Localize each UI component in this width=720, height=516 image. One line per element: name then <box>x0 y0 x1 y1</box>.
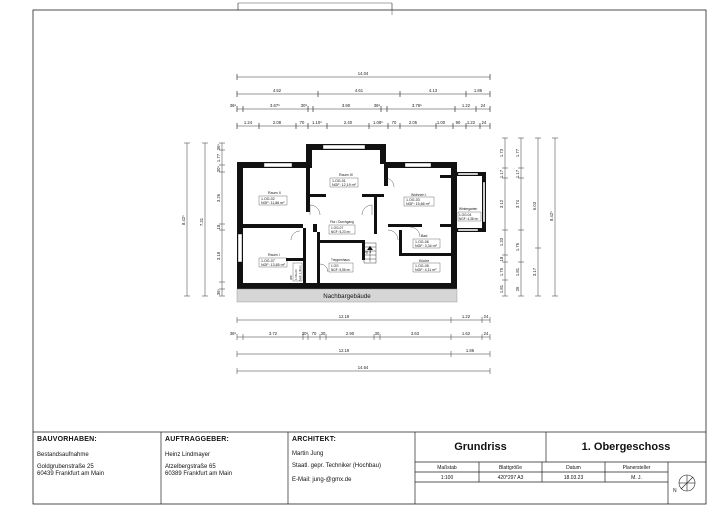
room-raum-iii <box>330 173 358 187</box>
dim-top-r4-9: 90 <box>455 120 461 125</box>
dim-top-r4-8: 1.00 <box>436 120 446 125</box>
dim-bot-r1-1: 1.22 <box>461 314 471 319</box>
dim-right-outer2: 6.03 <box>532 201 537 211</box>
room-treppenhaus <box>329 258 353 272</box>
dim-bot-r3-0: 12.19 <box>338 348 350 353</box>
meta-value-date: 18.03.23 <box>563 475 584 481</box>
dim-bot-r2-1: 3.72 <box>268 331 278 336</box>
stair-label: Abg. 4 <box>362 250 372 254</box>
dim-top-r2-0: 4.52 <box>272 88 282 93</box>
dim-bot-r1-2: 24 <box>483 314 489 319</box>
dim-top-r3-0: 36⁵ <box>229 103 237 108</box>
dim-top-r4-0: 1.24 <box>243 120 253 125</box>
dim-right-a8: 1.81 <box>499 284 504 294</box>
floor-plan <box>237 144 486 302</box>
dim-top-r3-1: 3.67⁵ <box>270 103 280 108</box>
dim-top-r3-4: 36⁵ <box>373 103 381 108</box>
dim-bot-r2-5: 2.90 <box>345 331 355 336</box>
dim-right-outer1: 8.42⁵ <box>549 211 554 221</box>
dim-bot-r2-0: 36⁵ <box>229 331 237 336</box>
svg-text:1.OG-02: 1.OG-02 <box>261 197 275 201</box>
architekt-line1: Martin Jung <box>292 451 324 457</box>
bauvorhaben-section <box>37 436 97 443</box>
dim-bot-r2-3: 70 <box>311 331 317 336</box>
top-dimension-labels <box>230 71 487 125</box>
svg-text:NGF: 13,65 m²: NGF: 13,65 m² <box>261 263 285 267</box>
dim-right-outer3: 3.17 <box>532 267 537 277</box>
meta-value-size: 420*297 A3 <box>497 475 524 481</box>
dim-top-r3-2: 30⁵ <box>300 103 308 108</box>
dim-right-b0: 1.77 <box>515 148 520 158</box>
auftraggeber-line2: Atzelbergstraße 65 <box>165 464 216 470</box>
dim-top-r4-2: 70 <box>299 120 305 125</box>
dim-top-r4-10: 1.22 <box>466 120 476 125</box>
svg-text:WC: WC <box>289 275 293 280</box>
svg-text:Raum II: Raum II <box>268 191 281 195</box>
dim-right-b1: 1.17 <box>515 169 520 179</box>
dim-left-s3: 3.26 <box>216 193 221 203</box>
svg-text:1.OG-06: 1.OG-06 <box>415 240 429 244</box>
dim-bot-r3-1: 1.86 <box>465 348 475 353</box>
svg-text:Wintergarten: Wintergarten <box>459 207 478 211</box>
svg-text:NGF: 15,66 m²: NGF: 15,66 m² <box>406 202 430 206</box>
room-flur <box>329 220 355 234</box>
svg-text:Raum III: Raum III <box>339 173 353 177</box>
bauvorhaben-line3: 60439 Frankfurt am Main <box>37 471 105 477</box>
dim-top-r2-3: 1.86 <box>473 88 483 93</box>
dim-bot-r1-0: 12.19 <box>338 314 350 319</box>
dim-left-inner: 7.31 <box>199 217 204 227</box>
svg-text:1.OG-07: 1.OG-07 <box>331 226 344 230</box>
dim-right-a2: 3.12 <box>499 199 504 209</box>
dim-top-r4-4: 2.40 <box>343 120 353 125</box>
dim-top-r4-6: 70 <box>391 120 397 125</box>
bottom-dimension-labels <box>230 314 489 370</box>
svg-text:Raum I: Raum I <box>268 253 280 257</box>
svg-text:NGF: 4,38 m²: NGF: 4,38 m² <box>459 217 479 221</box>
dim-top-r4-5: 1.08⁵ <box>373 120 383 125</box>
dim-left-s1: 1.77 <box>216 153 221 163</box>
right-dimension-labels <box>499 148 554 293</box>
auftraggeber-line3: 60389 Frankfurt am Main <box>165 471 233 477</box>
dim-left-s6: 36⁵ <box>216 288 221 296</box>
room-wc <box>289 263 302 281</box>
dim-left-s4: 18 <box>216 224 221 230</box>
svg-text:1.OG-03: 1.OG-03 <box>406 198 420 202</box>
svg-text:Wohnen I: Wohnen I <box>411 193 427 197</box>
svg-text:1.OG-01: 1.OG-01 <box>332 179 346 183</box>
dim-top-r3-5: 3.76⁵ <box>412 103 422 108</box>
svg-text:1.OG-06: 1.OG-06 <box>294 269 298 280</box>
dim-top-r4-7: 2.05 <box>408 120 418 125</box>
svg-text:Flur / Durchgang: Flur / Durchgang <box>330 220 354 224</box>
svg-text:NGF: 12,19 m²: NGF: 12,19 m² <box>332 183 356 187</box>
dim-right-b2: 3.74 <box>515 199 520 209</box>
dim-top-r2-1: 4.61 <box>354 88 364 93</box>
dim-bot-r2-7: 3.63 <box>410 331 420 336</box>
dim-top-r2-2: 4.13 <box>428 88 438 93</box>
svg-text:NGF: 5,56 m²: NGF: 5,56 m² <box>331 268 351 272</box>
architekt-label: ARCHITEKT: <box>292 436 336 443</box>
svg-text:NGF: 5,23 m²: NGF: 5,23 m² <box>331 230 351 234</box>
room-bad <box>413 234 440 248</box>
north-label: N <box>673 488 677 494</box>
meta-value-author: M. J. <box>631 475 642 481</box>
drawing-title: Grundriss <box>454 441 507 453</box>
dim-left-outer: 8.42⁵ <box>181 215 186 225</box>
bauvorhaben-label: BAUVORHABEN: <box>37 436 97 443</box>
dim-bot-r2-6: 30 <box>374 331 380 336</box>
svg-text:1.OG: 1.OG <box>331 264 339 268</box>
dim-right-a3: 1.33 <box>499 237 504 247</box>
auftraggeber-label: AUFTRAGGEBER: <box>165 436 230 443</box>
dim-bot-r2-4: 30 <box>320 331 326 336</box>
room-kueche <box>413 259 440 272</box>
meta-header-size: Blattgröße <box>498 465 523 471</box>
architekt-line2: Staatl. gepr. Techniker (Hochbau) <box>292 463 381 469</box>
architekt-line3: E-Mail: jung-@gmx.de <box>292 477 352 483</box>
dim-right-a1: 1.17 <box>499 169 504 179</box>
dim-right-a5: 1.75 <box>499 267 504 277</box>
svg-text:NGF: 11,86 m²: NGF: 11,86 m² <box>261 201 285 205</box>
dim-bot-r2-9: 24 <box>483 331 489 336</box>
dim-bot-r2-2: 30⁵ <box>301 331 309 336</box>
svg-text:1.OG-04: 1.OG-04 <box>459 213 472 217</box>
north-arrow-icon <box>679 475 695 491</box>
svg-text:Bad: Bad <box>421 234 428 238</box>
dim-right-b8: 26 <box>515 286 520 292</box>
svg-text:Küche: Küche <box>419 259 430 263</box>
dim-right-a4: 18 <box>499 256 504 262</box>
bauvorhaben-line1: Bestandsaufnahme <box>37 452 89 458</box>
dim-top-r3-7: 24 <box>480 103 486 108</box>
room-wintergarten <box>458 207 481 221</box>
sheet-border <box>33 10 706 504</box>
meta-header-date: Datum <box>566 465 581 471</box>
room-raum-ii <box>259 191 287 205</box>
auftraggeber-line1: Heinz Lindmayer <box>165 452 211 458</box>
floor-title: 1. Obergeschoss <box>581 441 671 453</box>
dim-left-s2: 30⁵ <box>216 165 221 173</box>
room-raum-i <box>259 253 287 267</box>
dim-top-r4-11: 24 <box>481 120 487 125</box>
svg-text:NGF: 3,34 m²: NGF: 3,34 m² <box>415 244 437 248</box>
dim-right-b3: 1.76 <box>515 242 520 252</box>
dim-bot-r4-0: 14.64 <box>357 365 369 370</box>
svg-text:1.OG-05: 1.OG-05 <box>415 264 429 268</box>
meta-header-author: Planersteller <box>622 465 651 471</box>
dim-top-r4-3: 1.10⁵ <box>312 120 322 125</box>
dim-right-b5: 1.81 <box>515 267 520 277</box>
neighbor-label: Nachbargebäude <box>323 293 371 300</box>
svg-text:NGF: 1,40 m²: NGF: 1,40 m² <box>299 265 302 281</box>
room-wohnen-i <box>404 193 434 206</box>
dim-left-s5: 3.18 <box>216 251 221 261</box>
svg-text:Treppenhaus: Treppenhaus <box>331 258 350 262</box>
dim-left-s0: 36⁵ <box>216 143 221 151</box>
dim-bot-r2-8: 1.62 <box>461 331 471 336</box>
svg-text:NGF: 4,11 m²: NGF: 4,11 m² <box>415 268 437 272</box>
dim-top-r3-6: 1.22 <box>461 103 471 108</box>
dim-right-a0: 1.73 <box>499 148 504 158</box>
dim-top-r4-1: 2.08 <box>272 120 282 125</box>
svg-text:1.OG-07: 1.OG-07 <box>261 259 275 263</box>
meta-value-scale: 1:100 <box>440 475 454 481</box>
dim-top-r3-3: 3.90 <box>341 103 351 108</box>
bauvorhaben-line2: Goldgrubenstraße 25 <box>37 464 94 470</box>
dim-top-total: 14.04 <box>357 71 369 76</box>
meta-header-scale: Maßstab <box>437 465 457 471</box>
